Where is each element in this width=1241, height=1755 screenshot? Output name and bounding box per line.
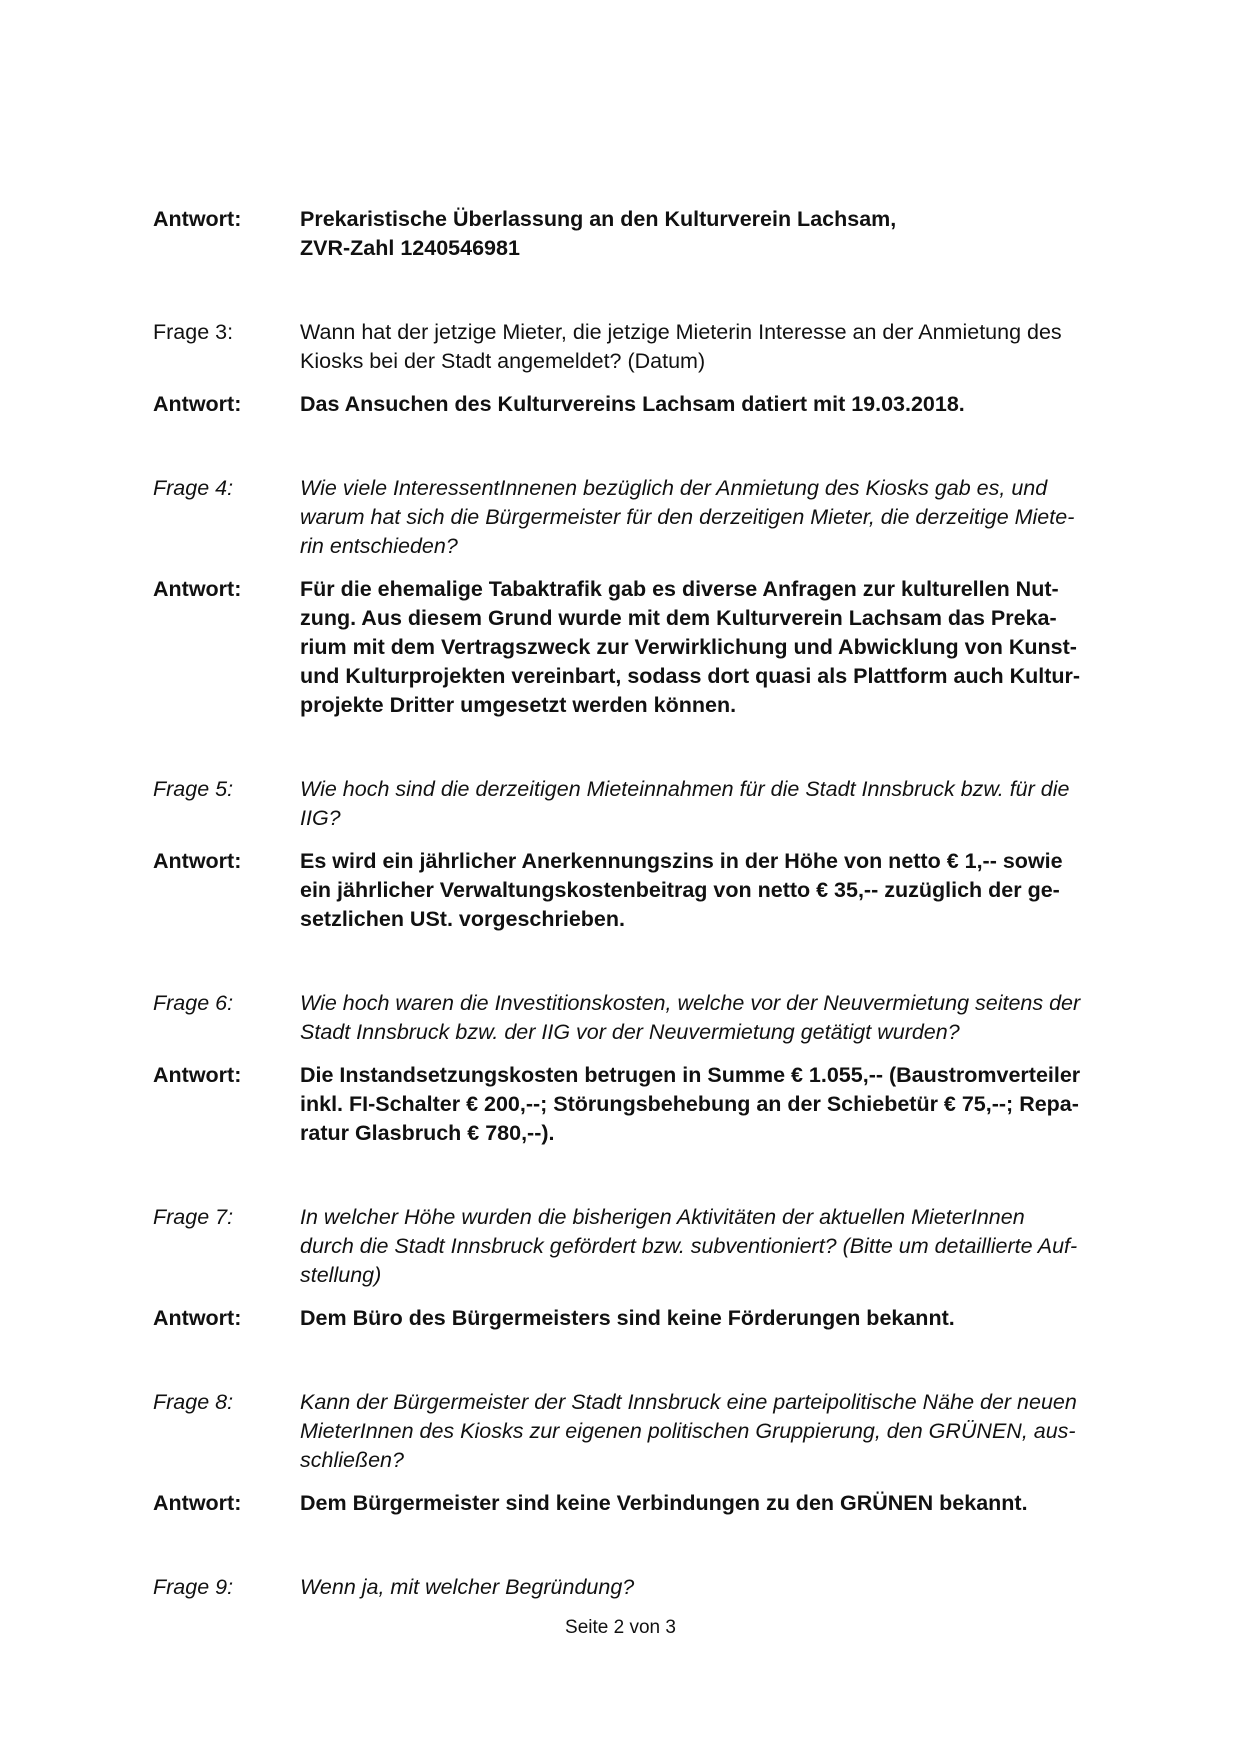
question-label: Frage 8: [153, 1390, 234, 1414]
text-line: ratur Glasbruch € 780,--). [300, 1121, 555, 1145]
document-body [153, 205, 1138, 1602]
text-line: IIG? [300, 806, 341, 830]
question-label: Frage 3: [153, 320, 234, 344]
question-block [153, 474, 1138, 561]
page-number: Seite 2 von 3 [565, 1617, 676, 1638]
text-line: und Kulturprojekten vereinbart, sodass dort quasi als Plattform auch Kultur- [300, 664, 1081, 688]
question-text [300, 474, 1138, 561]
answer-block [153, 1489, 1138, 1518]
question-block [153, 1388, 1138, 1475]
answer-block [153, 575, 1138, 720]
question-text [300, 1573, 1138, 1602]
text-line: ein jährlicher Verwaltungskostenbeitrag von netto € 35,-- zuzüglich der ge- [300, 878, 1060, 902]
question-block [153, 775, 1138, 833]
text-line: stellung) [300, 1263, 382, 1287]
text-line: Wie hoch waren die Investitionskosten, welche vor der Neuvermietung seitens der [300, 991, 1081, 1015]
text-line: Dem Büro des Bürgermeisters sind keine Förderungen bekannt. [300, 1306, 955, 1330]
text-line: rin entschieden? [300, 534, 458, 558]
text-line: Prekaristische Überlassung an den Kulturverein Lachsam, [300, 207, 897, 231]
text-line: Für die ehemalige Tabaktrafik gab es diverse Anfragen zur kulturellen Nut- [300, 577, 1059, 601]
text-line: durch die Stadt Innsbruck gefördert bzw. subventioniert? (Bitte um detaillierte Auf- [300, 1234, 1078, 1258]
text-line: Kiosks bei der Stadt angemeldet? (Datum) [300, 349, 706, 373]
text-line: rium mit dem Vertragszweck zur Verwirklichung und Abwicklung von Kunst- [300, 635, 1077, 659]
answer-text [300, 1304, 1138, 1333]
text-line: Stadt Innsbruck bzw. der IIG vor der Neuvermietung getätigt wurden? [300, 1020, 960, 1044]
question-block [153, 318, 1138, 376]
answer-label: Antwort: [153, 849, 242, 873]
answer-text [300, 575, 1138, 720]
question-text [300, 1388, 1138, 1475]
question-text [300, 318, 1138, 376]
text-line: Wie viele InteressentInnenen bezüglich der Anmietung des Kiosks gab es, und [300, 476, 1048, 500]
text-line: projekte Dritter umgesetzt werden können. [300, 693, 737, 717]
answer-label: Antwort: [153, 207, 242, 231]
text-line: ZVR-Zahl 1240546981 [300, 236, 520, 260]
question-block [153, 1573, 1138, 1602]
text-line: Das Ansuchen des Kulturvereins Lachsam datiert mit 19.03.2018. [300, 392, 965, 416]
question-label: Frage 9: [153, 1575, 234, 1599]
answer-block [153, 1304, 1138, 1333]
text-line: zung. Aus diesem Grund wurde mit dem Kulturverein Lachsam das Preka- [300, 606, 1057, 630]
question-label: Frage 5: [153, 777, 234, 801]
answer-label: Antwort: [153, 1491, 242, 1515]
answer-label: Antwort: [153, 577, 242, 601]
answer-text [300, 205, 1138, 263]
question-text [300, 775, 1138, 833]
answer-block [153, 390, 1138, 419]
answer-block [153, 205, 1138, 263]
text-line: Wenn ja, mit welcher Begründung? [300, 1575, 635, 1599]
text-line: Es wird ein jährlicher Anerkennungszins in der Höhe von netto € 1,-- sowie [300, 849, 1063, 873]
text-line: Die Instandsetzungskosten betrugen in Summe € 1.055,-- (Baustromverteiler [300, 1063, 1081, 1087]
text-line: Wann hat der jetzige Mieter, die jetzige Mieterin Interesse an der Anmietung des [300, 320, 1062, 344]
question-label: Frage 4: [153, 476, 234, 500]
answer-label: Antwort: [153, 392, 242, 416]
text-line: inkl. FI-Schalter € 200,--; Störungsbehebung an der Schiebetür € 75,--; Repa- [300, 1092, 1079, 1116]
text-line: Kann der Bürgermeister der Stadt Innsbruck eine parteipolitische Nähe der neuen [300, 1390, 1077, 1414]
question-label: Frage 6: [153, 991, 234, 1015]
text-line: Dem Bürgermeister sind keine Verbindungen zu den GRÜNEN bekannt. [300, 1491, 1028, 1515]
text-line: In welcher Höhe wurden die bisherigen Aktivitäten der aktuellen MieterInnen [300, 1205, 1025, 1229]
text-line: schließen? [300, 1448, 404, 1472]
question-text [300, 989, 1138, 1047]
answer-text [300, 1489, 1138, 1518]
question-label: Frage 7: [153, 1205, 234, 1229]
answer-text [300, 1061, 1138, 1148]
answer-label: Antwort: [153, 1306, 242, 1330]
question-text [300, 1203, 1138, 1290]
answer-block [153, 847, 1138, 934]
text-line: setzlichen USt. vorgeschrieben. [300, 907, 625, 931]
text-line: MieterInnen des Kiosks zur eigenen politischen Gruppierung, den GRÜNEN, aus- [300, 1419, 1076, 1443]
question-block [153, 1203, 1138, 1290]
answer-text [300, 847, 1138, 934]
answer-text [300, 390, 1138, 419]
text-line: warum hat sich die Bürgermeister für den derzeitigen Mieter, die derzeitige Miete- [300, 505, 1075, 529]
question-block [153, 989, 1138, 1047]
answer-label: Antwort: [153, 1063, 242, 1087]
answer-block [153, 1061, 1138, 1148]
text-line: Wie hoch sind die derzeitigen Mieteinnahmen für die Stadt Innsbruck bzw. für die [300, 777, 1070, 801]
